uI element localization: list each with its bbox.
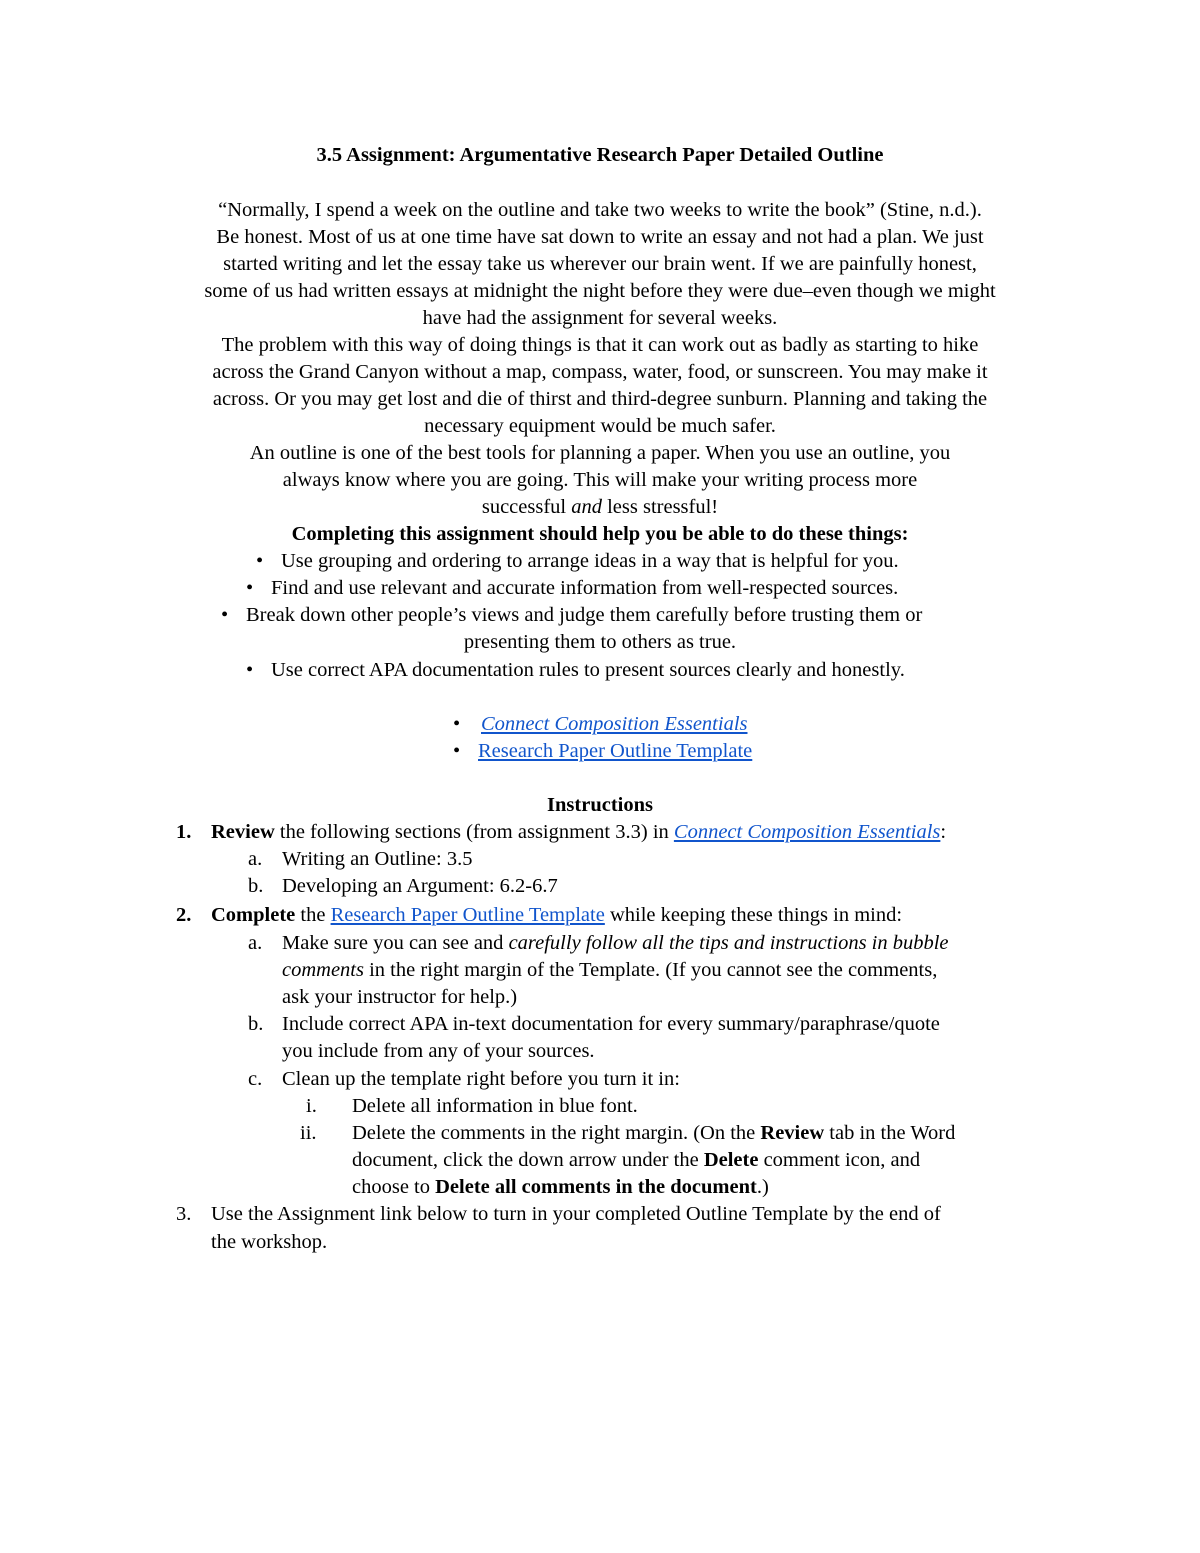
sub-sub-item: document, click the down arrow under the Delete comment icon, and [352,1149,921,1171]
page-title: 3.5 Assignment: Argumentative Research Paper Detailed Outline [316,144,884,166]
sub-sub-item: choose to Delete all comments in the document.) [352,1176,769,1198]
emphasis-and: and [571,496,602,518]
sub-item: Clean up the template right before you turn it in: [282,1068,680,1090]
sub-item: ask your instructor for help.) [282,986,518,1008]
sub-marker: b. [248,875,264,897]
intro-text-line: have had the assignment for several weeks. [422,307,778,329]
intro-text-line: An outline is one of the best tools for planning a paper. When you use an outline, you [249,442,951,464]
outline-template-link[interactable]: Research Paper Outline Template [330,904,605,926]
bullet-icon: • [246,577,254,599]
sub-marker: b. [248,1013,264,1035]
intro-text-line: The problem with this way of doing things is that it can work out as badly as starting to hike [221,334,979,356]
step-number: 1. [176,821,192,843]
goal-item-continued: presenting them to others as true. [463,631,737,653]
goal-item: Break down other people’s views and judge them carefully before trusting them or [246,604,923,626]
bullet-icon: • [453,713,461,735]
intro-text-line: some of us had written essays at midnight the night before they were due–even though we might [204,280,996,302]
goal-item: Use grouping and ordering to arrange ideas in a way that is helpful for you. [281,550,899,572]
step-3-text: the workshop. [211,1231,328,1253]
step-2-text: Complete the Research Paper Outline Template while keeping these things in mind: [211,904,903,926]
intro-text-line: necessary equipment would be much safer. [424,415,776,437]
sub-sub-marker: i. [306,1095,317,1117]
bullet-icon: • [221,604,229,626]
goal-item: Find and use relevant and accurate information from well-respected sources. [271,577,899,599]
sub-marker: a. [248,932,263,954]
sub-item: Include correct APA in-text documentation for every summary/paraphrase/quote [282,1013,940,1035]
connect-composition-essentials-link[interactable]: Connect Composition Essentials [673,821,941,843]
step-number: 3. [176,1203,192,1225]
outline-template-link[interactable]: Research Paper Outline Template [478,740,753,762]
sub-item: comments in the right margin of the Template. (If you cannot see the comments, [282,959,938,981]
sub-item: Writing an Outline: 3.5 [282,848,473,870]
sub-marker: c. [248,1068,263,1090]
sub-marker: a. [248,848,263,870]
sub-sub-marker: ii. [300,1122,317,1144]
step-1-text: Review the following sections (from assignment 3.3) in Connect Composition Essentials: [211,821,947,843]
intro-text-line: across the Grand Canyon without a map, compass, water, food, or sunscreen. You may make it [212,361,988,383]
connect-composition-essentials-link[interactable]: Connect Composition Essentials [481,713,748,735]
intro-text-line: always know where you are going. This will make your writing process more [282,469,918,491]
sub-item: Developing an Argument: 6.2-6.7 [282,875,558,897]
intro-text-line: across. Or you may get lost and die of thirst and third-degree sunburn. Planning and taking the [212,388,988,410]
sub-item: you include from any of your sources. [282,1040,595,1062]
goal-item: Use correct APA documentation rules to present sources clearly and honestly. [271,659,905,681]
goals-heading: Completing this assignment should help you be able to do these things: [291,523,909,545]
step-3-text: Use the Assignment link below to turn in your completed Outline Template by the end of [211,1203,941,1225]
bullet-icon: • [453,740,461,762]
sub-sub-item: Delete the comments in the right margin. (On the Review tab in the Word [352,1122,956,1144]
opening-quote: “Normally, I spend a week on the outline and take two weeks to write the book” (Stine, n.d.). [218,199,982,221]
intro-text-line: Be honest. Most of us at one time have sat down to write an essay and not had a plan. We just [216,226,984,248]
intro-text-line: started writing and let the essay take us wherever our brain went. If we are painfully honest, [223,253,977,275]
bullet-icon: • [256,550,264,572]
instructions-heading: Instructions [547,794,653,816]
bullet-icon: • [246,659,254,681]
sub-sub-item: Delete all information in blue font. [352,1095,638,1117]
intro-text-line: successful and less stressful! [481,496,719,518]
sub-item: Make sure you can see and carefully follow all the tips and instructions in bubble [282,932,949,954]
step-number: 2. [176,904,192,926]
